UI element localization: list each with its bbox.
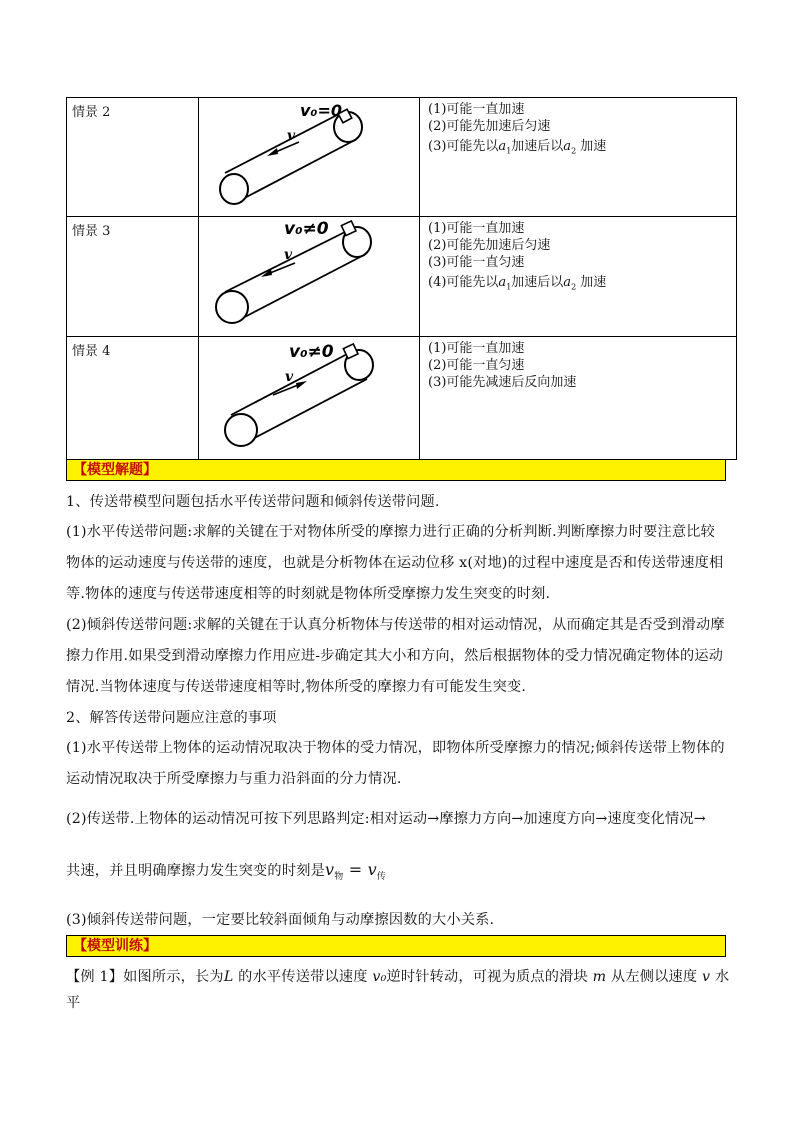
section-banner-model-solution: 【模型解题】 xyxy=(66,459,726,481)
result-item: (3)可能一直匀速 xyxy=(428,255,525,270)
scenario-label: 情景 2 xyxy=(72,105,111,120)
result-item: (1)可能一直加速 xyxy=(428,341,525,356)
paragraph: (2)倾斜传送带问题:求解的关键在于认真分析物体与传送带的相对运动情况，从而确定其是否受到滑动摩 xyxy=(66,617,725,633)
v0-label: v₀=0 xyxy=(300,101,342,120)
v0-label: v₀≠0 xyxy=(284,219,329,239)
velocity-label: v xyxy=(285,369,294,385)
equation: $v_物 = v_传$ xyxy=(324,860,387,883)
result-list xyxy=(420,217,736,296)
result-item: (2)可能先加速后匀速 xyxy=(428,119,551,134)
table-row xyxy=(67,98,737,217)
paragraph: 擦力作用.如果受到滑动摩擦力作用应进-步确定其大小和方向，然后根据物体的受力情况确定物体的运动 xyxy=(66,648,724,664)
velocity-label: v xyxy=(284,247,293,263)
example-paragraph: 【例 1】如图所示，长为L 的水平传送带以速度 v₀逆时针转动，可视为质点的滑块 m 从左侧以速度 v 水平 xyxy=(66,969,730,1011)
paragraph: (2)传送带.上物体的运动情况可按下列思路判定:相对运动→摩擦力方向→加速度方向→速度变化情况→ xyxy=(66,811,706,827)
paragraph: (1)水平传送带上物体的运动情况取决于物体的受力情况，即物体所受摩擦力的情况;倾斜传送带上物体的 xyxy=(66,740,725,756)
table-row xyxy=(67,337,737,460)
scenario-label: 情景 3 xyxy=(72,224,111,239)
section-banner-model-training: 【模型训练】 xyxy=(66,935,726,957)
v0-label: v₀≠0 xyxy=(289,342,334,362)
result-item: (3)可能先减速后反向加速 xyxy=(428,375,577,390)
paragraph: 1、传送带模型问题包括水平传送带问题和倾斜传送带问题. xyxy=(66,494,440,510)
paragraph: 情况.当物体速度与传送带速度相等时,物体所受的摩擦力有可能发生突变. xyxy=(66,679,527,695)
paragraph: 共速，并且明确摩擦力发生突变的时刻是$v_物 = v_传$ xyxy=(66,860,387,883)
result-item: (3)可能先以$a_1$加速后以$a_2$ 加速 xyxy=(428,139,607,156)
roller-bottom xyxy=(225,414,257,446)
result-item: (1)可能一直加速 xyxy=(428,221,525,236)
result-item: (4)可能先以$a_1$加速后以$a_2$ 加速 xyxy=(428,275,607,292)
roller-bottom xyxy=(216,291,248,323)
paragraph: 等.物体的速度与传送带速度相等的时刻就是物体所受摩擦力发生突变的时刻. xyxy=(66,586,551,602)
conveyor-diagram xyxy=(199,98,420,216)
velocity-arrow xyxy=(296,381,307,389)
paragraph: 运动情况取决于所受摩擦力与重力沿斜面的分力情况. xyxy=(66,771,402,787)
result-item: (2)可能一直匀速 xyxy=(428,358,525,373)
result-list xyxy=(420,98,736,160)
result-list xyxy=(420,337,736,391)
paragraph: (3)倾斜传送带问题，一定要比较斜面倾角与动摩擦因数的大小关系. xyxy=(66,912,495,928)
result-item: (2)可能先加速后匀速 xyxy=(428,238,551,253)
conveyor-diagram xyxy=(199,217,420,336)
paragraph: 物体的运动速度与传送带的速度，也就是分析物体在运动位移 x(对地)的过程中速度是否和传送带速度相 xyxy=(66,555,724,571)
conveyor-diagram xyxy=(199,337,420,459)
table-row xyxy=(67,217,737,337)
scenario-table xyxy=(66,97,737,460)
result-item: (1)可能一直加速 xyxy=(428,102,525,117)
velocity-label: v xyxy=(287,128,296,144)
paragraph: (1)水平传送带问题:求解的关键在于对物体所受的摩擦力进行正确的分析判断.判断摩擦力时要注意比较 xyxy=(66,524,716,540)
roller-bottom xyxy=(220,174,248,204)
scenario-label: 情景 4 xyxy=(72,344,111,359)
paragraph: 2、解答传送带问题应注意的事项 xyxy=(66,710,277,726)
